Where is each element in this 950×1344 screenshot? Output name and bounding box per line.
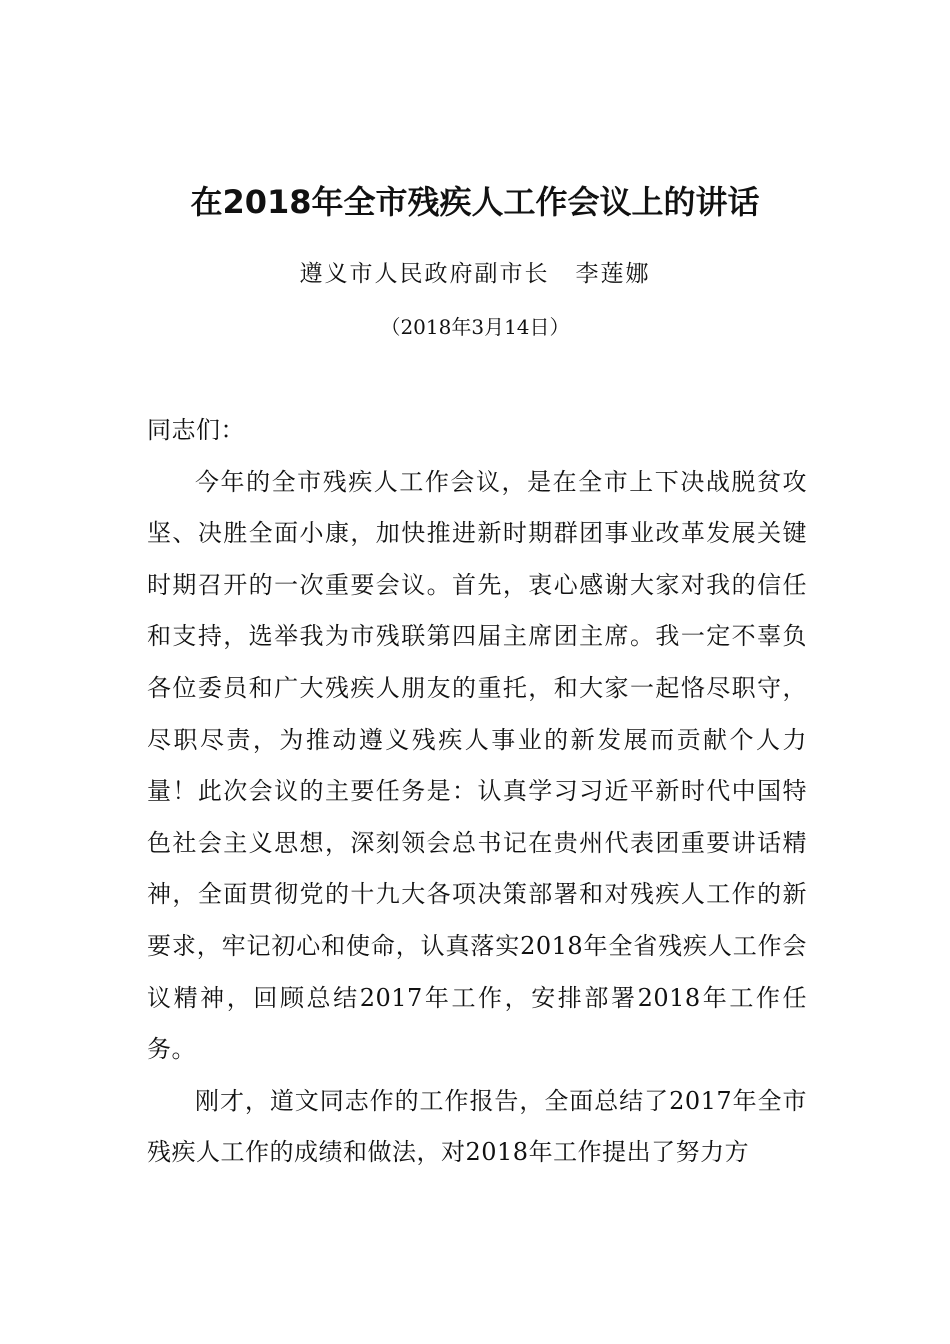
paragraph-2: 刚才，道文同志作的工作报告，全面总结了2017年全市残疾人工作的成绩和做法，对2018年工作提出了努力方 (147, 1086, 807, 1167)
author-role: 遵义市人民政府副市长 (299, 261, 550, 287)
speech-date: （2018年3月14日） (380, 315, 570, 339)
document-title: 在2018年全市残疾人工作会议上的讲话 (190, 183, 760, 221)
salutation: 同志们： (147, 416, 245, 444)
author-name: 李莲娜 (575, 261, 651, 287)
author-line (0, 256, 950, 292)
speech-body (147, 405, 807, 1179)
paragraph-1: 今年的全市残疾人工作会议，是在全市上下决战脱贫攻坚、决胜全面小康，加快推进新时期群团事业改革发展关键时期召开的一次重要会议。首先，衷心感谢大家对我的信任和支持，选举我为市残联第四届主席团主席。我一定不辜负各位委员和广大残疾人朋友的重托，和大家一起恪尽职守，尽职尽责，为推动遵义残疾人事业的新发展而贡献个人力量！此次会议的主要任务是：认真学习习近平新时代中国特色社会主义思想，深刻领会总书记在贵州代表团重要讲话精神，全面贯彻党的十九大各项决策部署和对残疾人工作的新要求，牢记初心和使命，认真落实2018年全省残疾人工作会议精神，回顾总结2017年工作，安排部署2018年工作任务。 (147, 467, 807, 1064)
